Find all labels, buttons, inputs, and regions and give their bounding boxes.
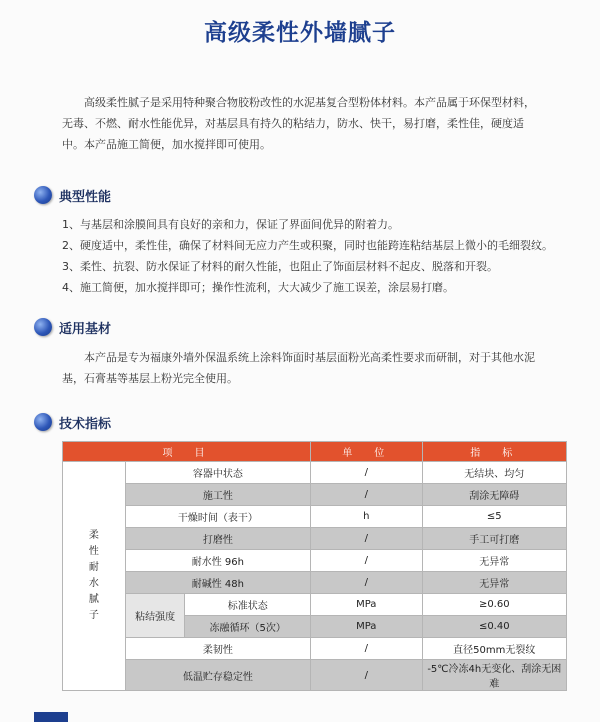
list-item: 3、柔性、抗裂、防水保证了材料的耐久性能，也阻止了饰面层材料不起皮、脱落和开裂。	[62, 260, 498, 273]
table-row	[63, 506, 567, 528]
blue-ball-icon	[34, 186, 52, 204]
item-cell: 标准状态	[185, 594, 310, 616]
unit-cell: h	[310, 506, 422, 528]
value-cell: 直径50mm无裂纹	[422, 638, 566, 660]
item-cell: 施工性	[125, 484, 310, 506]
intro-paragraph: 高级柔性腻子是采用特种聚合物胶粉改性的水泥基复合型粉体材料。本产品属于环保型材料，无毒、不燃、耐水性能优异，对基层具有持久的粘结力，防水、快干，易打磨，柔性佳，硬度适中。本产品施工简便，加水搅拌即可使用。	[62, 96, 535, 151]
value-cell: ≥0.60	[422, 594, 566, 616]
unit-cell: /	[310, 528, 422, 550]
header-unit: 单 位	[310, 442, 422, 462]
value-cell: ≤0.40	[422, 616, 566, 638]
unit-cell: /	[310, 572, 422, 594]
header-item: 项 目	[63, 442, 311, 462]
item-cell: 打磨性	[125, 528, 310, 550]
value-cell: 无异常	[422, 572, 566, 594]
item-cell: 低温贮存稳定性	[125, 660, 310, 691]
value-cell: 无结块、均匀	[422, 462, 566, 484]
table-row	[63, 638, 567, 660]
blue-ball-icon	[34, 413, 52, 431]
substrate-label: 适用基材	[59, 321, 112, 337]
footer-logo-fragment	[34, 712, 68, 722]
blue-ball-icon	[34, 318, 52, 336]
unit-cell: MPa	[310, 616, 422, 638]
table-header-row	[63, 442, 567, 462]
value-cell: 刮涂无障碍	[422, 484, 566, 506]
features-label: 典型性能	[59, 189, 112, 205]
table-row	[63, 462, 567, 484]
group-cell: 粘结强度	[125, 594, 185, 638]
item-cell: 容器中状态	[125, 462, 310, 484]
table-row	[63, 528, 567, 550]
tech-label: 技术指标	[59, 416, 112, 432]
table-row	[63, 484, 567, 506]
tech-heading	[34, 411, 111, 433]
spec-table	[62, 441, 567, 691]
header-value: 指 标	[422, 442, 566, 462]
item-cell: 耐碱性 48h	[125, 572, 310, 594]
table-row	[63, 594, 567, 616]
unit-cell: /	[310, 550, 422, 572]
item-cell: 冻融循环（5次）	[185, 616, 310, 638]
unit-cell: /	[310, 638, 422, 660]
substrate-heading	[34, 316, 111, 338]
features-list	[62, 214, 553, 298]
category-cell: 柔 性 耐 水 腻 子	[63, 462, 126, 691]
features-heading	[34, 184, 111, 206]
table-row	[63, 572, 567, 594]
value-cell: 无异常	[422, 550, 566, 572]
item-cell: 耐水性 96h	[125, 550, 310, 572]
unit-cell: /	[310, 484, 422, 506]
value-cell: -5℃冷冻4h无变化、刮涂无困难	[422, 660, 566, 691]
value-cell: 手工可打磨	[422, 528, 566, 550]
item-cell: 干燥时间（表干）	[125, 506, 310, 528]
value-cell: ≤5	[422, 506, 566, 528]
list-item: 2、硬度适中，柔性佳，确保了材料间无应力产生或积聚，同时也能跨连粘结基层上微小的毛细裂纹。	[62, 239, 553, 252]
list-item: 4、施工简便，加水搅拌即可；操作性流利，大大减少了施工误差，涂层易打磨。	[62, 281, 454, 294]
table-row	[63, 550, 567, 572]
unit-cell: /	[310, 462, 422, 484]
unit-cell: MPa	[310, 594, 422, 616]
item-cell: 柔韧性	[125, 638, 310, 660]
substrate-paragraph: 本产品是专为福康外墙外保温系统上涂料饰面时基层面粉光高柔性要求而研制，对于其他水泥基，石膏基等基层上粉光完全使用。	[62, 351, 535, 385]
table-row	[63, 660, 567, 691]
unit-cell: /	[310, 660, 422, 691]
page-title: 高级柔性外墙腻子	[204, 19, 396, 46]
list-item: 1、与基层和涂膜间具有良好的亲和力，保证了界面间优异的附着力。	[62, 218, 399, 231]
